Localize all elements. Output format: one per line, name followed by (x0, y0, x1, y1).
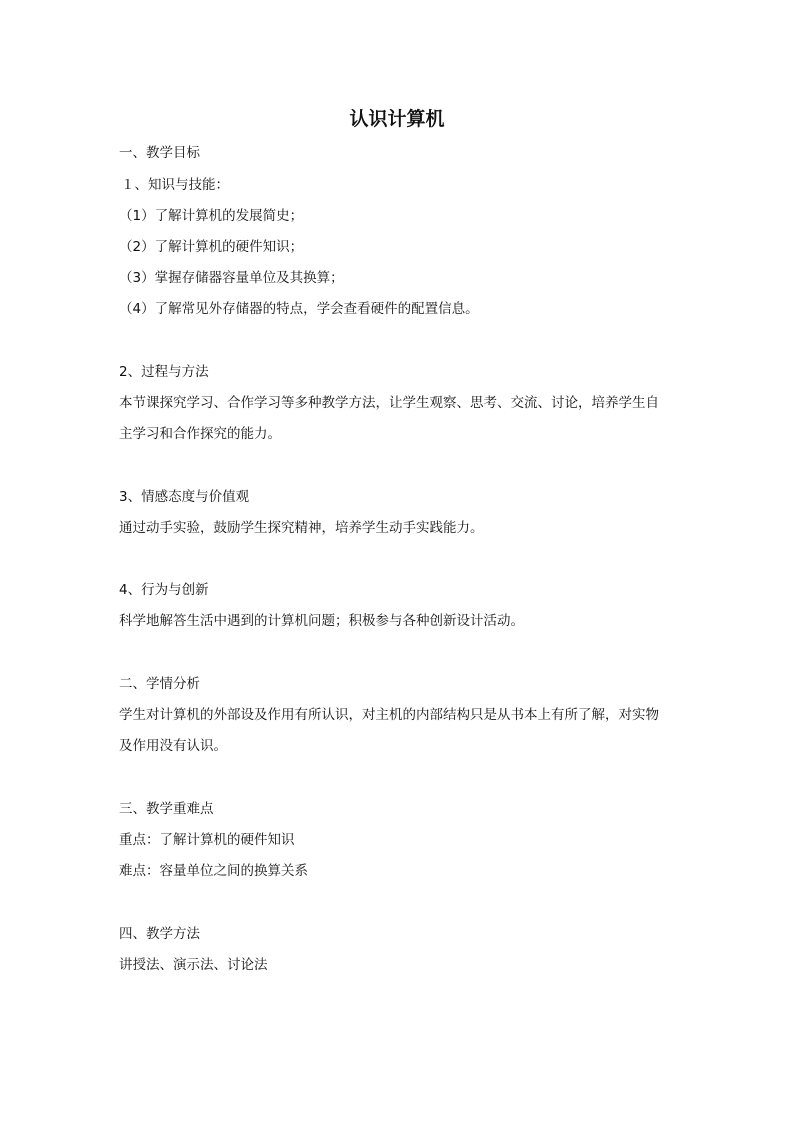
paragraph-process-method-line2: 主学习和合作探究的能力。 (119, 426, 281, 442)
subheading-attitude-values: 3、情感态度与价值观 (119, 489, 250, 505)
list-item-1: （1）了解计算机的发展简史； (119, 208, 304, 224)
list-item-3: （3）掌握存储器容量单位及其换算； (119, 270, 344, 286)
paragraph-process-method-line1: 本节课探究学习、合作学习等多种教学方法，让学生观察、思考、交流、讨论，培养学生自 (119, 395, 659, 411)
document-title: 认识计算机 (349, 108, 445, 130)
paragraph-learner-analysis-line2: 及作用没有认识。 (119, 738, 227, 754)
section-heading-key-difficult-points: 三、教学重难点 (119, 801, 214, 817)
paragraph-attitude-values: 通过动手实验，鼓励学生探究精神，培养学生动手实践能力。 (119, 520, 484, 536)
list-item-2: （2）了解计算机的硬件知识； (119, 239, 304, 255)
subheading-knowledge-skills: １、知识与技能： (121, 177, 229, 193)
paragraph-learner-analysis-line1: 学生对计算机的外部设及作用有所认识，对主机的内部结构只是从书本上有所了解，对实物 (119, 707, 659, 723)
subheading-process-method: 2、过程与方法 (119, 364, 209, 380)
section-heading-learner-analysis: 二、学情分析 (119, 676, 200, 692)
list-item-4: （4）了解常见外存储器的特点，学会查看硬件的配置信息。 (119, 301, 479, 317)
paragraph-behavior-innovation: 科学地解答生活中遇到的计算机问题；积极参与各种创新设计活动。 (119, 613, 524, 629)
section-heading-teaching-methods: 四、教学方法 (119, 926, 200, 942)
paragraph-teaching-methods: 讲授法、演示法、讨论法 (119, 957, 268, 973)
subheading-behavior-innovation: 4、行为与创新 (119, 582, 209, 598)
key-point: 重点：了解计算机的硬件知识 (119, 832, 295, 848)
section-heading-teaching-goals: 一、教学目标 (119, 145, 200, 161)
difficult-point: 难点：容量单位之间的换算关系 (119, 863, 308, 879)
